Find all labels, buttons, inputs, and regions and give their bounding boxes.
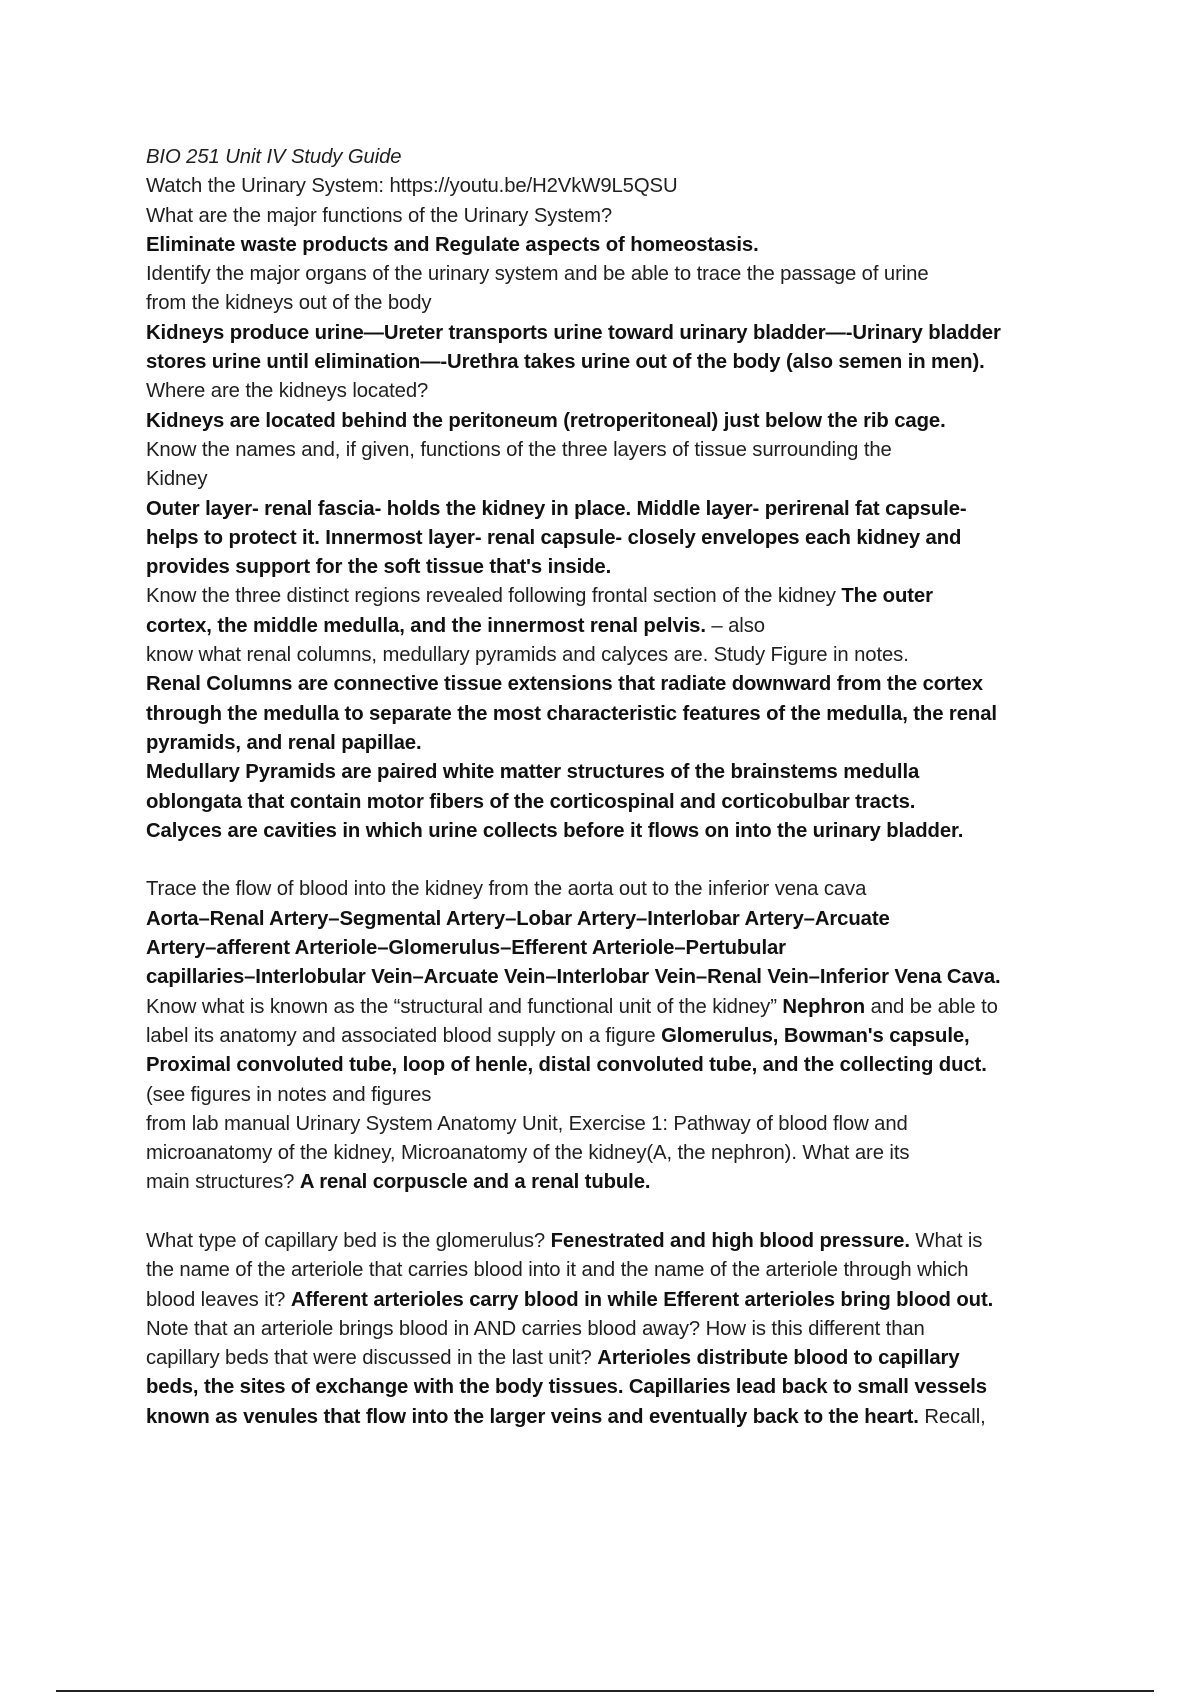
answer-text: A renal corpuscle and a renal tubule. [299,1171,651,1194]
text-line [146,1315,1106,1344]
text-line [146,875,1106,904]
answer-text: oblongata that contain motor fibers of the corticospinal and corticobulbar tracts. [146,790,916,813]
answer-text: pyramids, and renal papillae. [146,731,422,754]
text-line [146,582,1106,611]
question-text: (see figures in notes and figures [146,1083,432,1106]
answer-text: capillaries–Interlobular Vein–Arcuate Vein–Interlobar Vein–Renal Vein–Inferior Vena Cava. [146,966,1001,989]
text-line [146,963,1106,992]
answer-text: Arterioles distribute blood to capillary [597,1347,960,1370]
answer-text: Nephron [782,995,866,1018]
answer-text: Afferent arterioles carry blood in while Efferent arterioles bring blood out. [290,1288,994,1311]
answer-text: Medullary Pyramids are paired white matter structures of the brainstems medulla [146,761,920,784]
text-line [146,1373,1106,1402]
text-line [146,758,1106,787]
text-line [146,348,1106,377]
answer-text: Kidneys are located behind the peritoneum (retroperitoneal) just below the rib cage. [146,409,946,432]
answer-text: Renal Columns are connective tissue extensions that radiate downward from the cortex [146,673,983,696]
text-line [146,612,1106,641]
text-line [146,1286,1106,1315]
answer-text: helps to protect it. Innermost layer- renal capsule- closely envelopes each kidney and [146,526,962,549]
question-text: know what renal columns, medullary pyramids and calyces are. Study Figure in notes. [146,644,909,667]
answer-text: Proximal convoluted tube, loop of henle, distal convoluted tube, and the collecting duct. [146,1054,987,1077]
text-line [146,700,1106,729]
question-text: Trace the flow of blood into the kidney from the aorta out to the inferior vena cava [146,878,867,901]
text-line [146,1022,1106,1051]
question-text: Know what is known as the “structural and functional unit of the kidney” [146,995,783,1018]
answer-text: Fenestrated and high blood pressure. [550,1229,910,1252]
text-line [146,641,1106,670]
question-text: What type of capillary bed is the glomerulus? [146,1229,551,1252]
answer-text: Artery–afferent Arteriole–Glomerulus–Efferent Arteriole–Pertubular [146,937,786,960]
question-text: What are the major functions of the Urinary System? [146,204,613,227]
question-text: and be able to [865,995,998,1018]
text-line [146,1227,1106,1256]
text-line [146,1403,1106,1432]
question-text: Recall, [918,1405,986,1428]
answer-text: Eliminate waste products and Regulate aspects of homeostasis. [146,233,759,256]
text-line [146,993,1106,1022]
answer-text: Aorta–Renal Artery–Segmental Artery–Lobar Artery–Interlobar Artery–Arcuate [146,907,890,930]
answer-text: Glomerulus, Bowman's capsule, [661,1024,970,1047]
text-line [146,1256,1106,1285]
text-line [146,495,1106,524]
question-text: from lab manual Urinary System Anatomy Unit, Exercise 1: Pathway of blood flow and [146,1112,908,1135]
answer-text: The outer [841,585,933,608]
text-line [146,553,1106,582]
text-line [146,260,1106,289]
question-text: the name of the arteriole that carries blood into it and the name of the arteriole through which [146,1259,969,1282]
document-page [146,143,1106,1432]
question-text: microanatomy of the kidney, Microanatomy of the kidney(A, the nephron). What are its [146,1142,910,1165]
document-body [146,172,1106,1432]
text-line [146,1168,1106,1197]
text-line [146,1051,1106,1080]
text-line [146,905,1106,934]
text-line [146,524,1106,553]
question-text: Where are the kidneys located? [146,380,429,403]
text-line [146,729,1106,758]
text-line [146,377,1106,406]
answer-text: known as venules that flow into the larger veins and eventually back to the heart. [146,1405,919,1428]
question-text: capillary beds that were discussed in the last unit? [146,1347,598,1370]
document-title: BIO 251 Unit IV Study Guide [146,146,402,168]
text-line [146,436,1106,465]
answer-text: cortex, the middle medulla, and the innermost renal pelvis. [146,614,706,637]
answer-text: through the medulla to separate the most characteristic features of the medulla, the renal [146,702,997,725]
blank-line [146,846,1106,875]
question-text: label its anatomy and associated blood supply on a figure [146,1024,662,1047]
question-text: Kidney [146,468,208,491]
answer-text: Kidneys produce urine—Ureter transports urine toward urinary bladder—-Urinary bladder [146,321,1001,344]
answer-text: beds, the sites of exchange with the body tissues. Capillaries lead back to small vessels [146,1376,987,1399]
question-text: from the kidneys out of the body [146,292,432,315]
page-bottom-rule [56,1690,1154,1692]
text-line [146,670,1106,699]
text-line [146,319,1106,348]
question-text: Note that an arteriole brings blood in AND carries blood away? How is this different than [146,1317,925,1340]
question-text: Identify the major organs of the urinary system and be able to trace the passage of urine [146,263,929,286]
blank-line [146,1198,1106,1227]
question-text: Know the names and, if given, functions of the three layers of tissue surrounding the [146,438,892,461]
text-line [146,1081,1106,1110]
text-line [146,231,1106,260]
text-line [146,1344,1106,1373]
question-text: Watch the Urinary System: https://youtu.be/H2VkW9L5QSU [146,175,678,198]
question-text: – also [705,614,765,637]
text-line [146,407,1106,436]
text-line [146,788,1106,817]
text-line [146,172,1106,201]
text-line [146,817,1106,846]
question-text: main structures? [146,1171,300,1194]
text-line [146,1110,1106,1139]
answer-text: stores urine until elimination—-Urethra takes urine out of the body (also semen in men). [146,351,985,374]
question-text: blood leaves it? [146,1288,291,1311]
text-line [146,1139,1106,1168]
question-text: What is [909,1229,983,1252]
text-line [146,289,1106,318]
answer-text: Outer layer- renal fascia- holds the kidney in place. Middle layer- perirenal fat capsule- [146,497,967,520]
text-line [146,934,1106,963]
text-line [146,465,1106,494]
answer-text: provides support for the soft tissue that's inside. [146,556,612,579]
question-text: Know the three distinct regions revealed following frontal section of the kidney [146,585,842,608]
text-line [146,202,1106,231]
answer-text: Calyces are cavities in which urine collects before it flows on into the urinary bladder. [146,819,964,842]
